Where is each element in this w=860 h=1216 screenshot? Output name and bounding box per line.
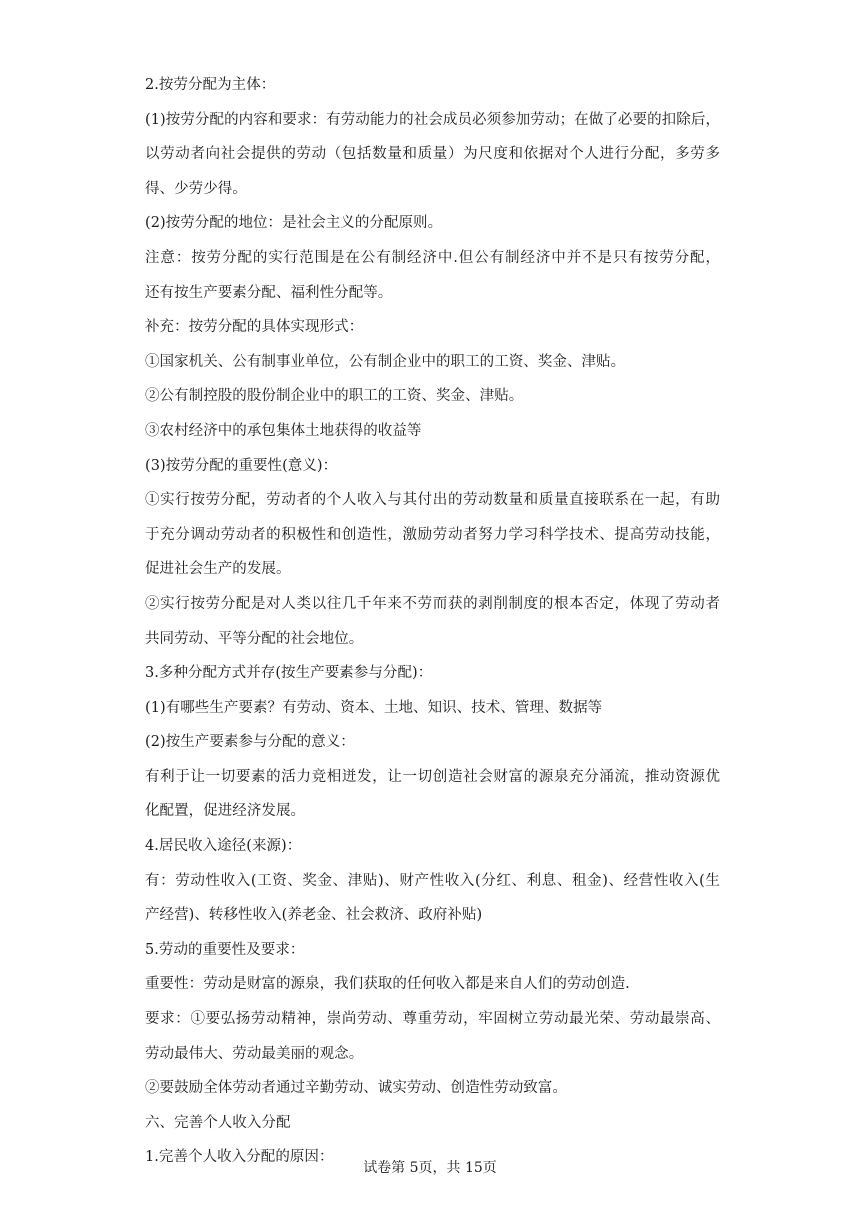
paragraph-line: (1)有哪些生产要素？有劳动、资本、土地、知识、技术、管理、数据等 (145, 699, 603, 716)
list-item: ②实行按劳分配是对人类以往几千年来不劳而获的剥削制度的根本否定，体现了劳动者 (145, 595, 720, 612)
paragraph-line: 促进社会生产的发展。 (145, 561, 291, 578)
section-heading-income-sources: 4.居民收入途径(来源)： (145, 838, 302, 855)
paragraph-line: 得、少劳少得。 (145, 180, 247, 197)
document-body (145, 68, 720, 1175)
paragraph-line: 重要性：劳动是财富的源泉，我们获取的任何收入都是来自人们的劳动创造. (145, 976, 630, 993)
list-item: ③农村经济中的承包集体土地获得的收益等 (145, 422, 422, 439)
section-heading-distribution-by-work: 2.按劳分配为主体： (145, 77, 276, 93)
paragraph-line: 于充分调动劳动者的积极性和创造性，激励劳动者努力学习科学技术、提高劳动技能， (145, 526, 720, 543)
paragraph-line: 产经营)、转移性收入(养老金、社会救济、政府补贴) (145, 907, 483, 924)
list-item: ②公有制控股的股份制企业中的职工的工资、奖金、津贴。 (145, 388, 524, 405)
paragraph-line: 注意：按劳分配的实行范围是在公有制经济中.但公有制经济中并不是只有按劳分配， (145, 249, 720, 266)
list-item: ②要鼓励全体劳动者通过辛勤劳动、诚实劳动、创造性劳动致富。 (145, 1080, 567, 1097)
paragraph-line: 以劳动者向社会提供的劳动（包括数量和质量）为尺度和依据对个人进行分配，多劳多 (145, 146, 720, 163)
paragraph-line: 要求：①要弘扬劳动精神，崇尚劳动、尊重劳动，牢固树立劳动最光荣、劳动最崇高、 (145, 1011, 720, 1028)
list-item: ①国家机关、公有制事业单位，公有制企业中的职工的工资、奖金、津贴。 (145, 353, 626, 370)
paragraph-line: 化配置，促进经济发展。 (145, 803, 306, 820)
paragraph-line: (1)按劳分配的内容和要求：有劳动能力的社会成员必须参加劳动；在做了必要的扣除后， (145, 111, 720, 128)
section-heading-labor-importance: 5.劳动的重要性及要求： (145, 941, 305, 958)
paragraph-line: (2)按劳分配的地位：是社会主义的分配原则。 (145, 215, 443, 232)
page-footer: 试卷第 5页，共 15页 (363, 1160, 497, 1176)
paragraph-line: 有：劳动性收入(工资、奖金、津贴)、财产性收入(分红、利息、租金)、经营性收入(生 (145, 872, 720, 889)
paragraph-line: 还有按生产要素分配、福利性分配等。 (145, 284, 393, 301)
section-heading-multiple-distribution: 3.多种分配方式并存(按生产要素参与分配)： (145, 665, 433, 682)
list-item: ①实行按劳分配，劳动者的个人收入与其付出的劳动数量和质量直接联系在一起，有助 (145, 492, 720, 509)
paragraph-line: (2)按生产要素参与分配的意义： (145, 734, 355, 751)
paragraph-line: (3)按劳分配的重要性(意义)： (145, 457, 338, 474)
paragraph-line: 补充：按劳分配的具体实现形式： (145, 319, 364, 336)
paragraph-line: 劳动最伟大、劳动最美丽的观念。 (145, 1045, 364, 1062)
chapter-heading-improve-income-distribution: 六、完善个人收入分配 (145, 1114, 291, 1131)
paragraph-line: 有利于让一切要素的活力竞相迸发，让一切创造社会财富的源泉充分涌流，推动资源优 (145, 768, 720, 785)
paragraph-line: 共同劳动、平等分配的社会地位。 (145, 630, 364, 647)
section-heading-reasons: 1.完善个人收入分配的原因： (145, 1149, 334, 1166)
